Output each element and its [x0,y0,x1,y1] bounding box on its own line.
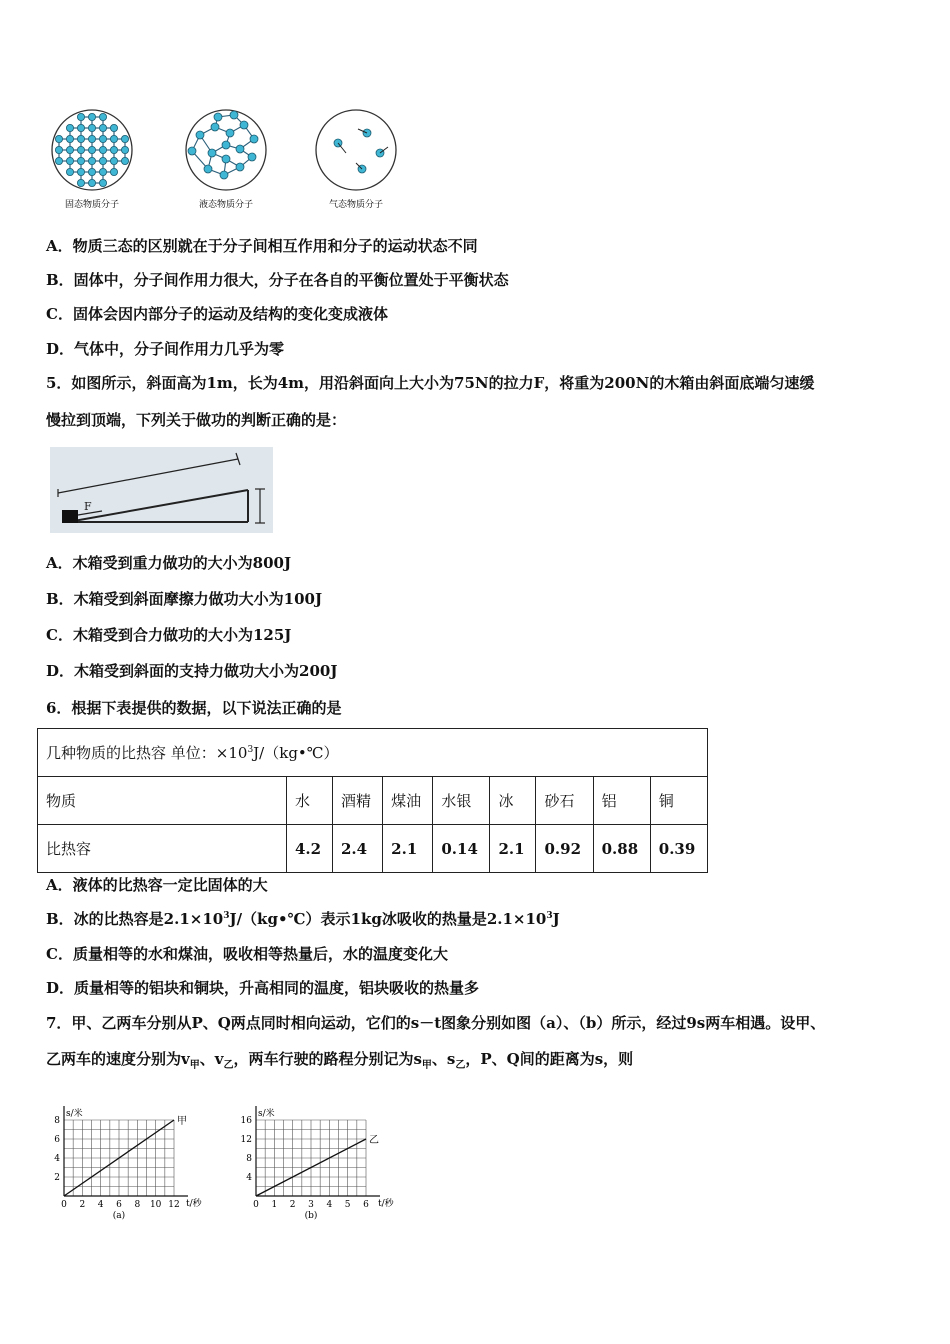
solid-molecule [88,135,95,142]
q6-option-b: B．冰的比热容是$2.1\times 10^3J/(kg•℃)$表示1kg冰吸收的热量是$2.1\times 10^3J$ [46,910,560,928]
table-cell: 铜 [650,777,707,825]
solid-molecule [55,146,62,153]
x-tick-label: 0 [253,1200,259,1210]
table-cell: 水银 [433,777,490,825]
solid-state-diagram [52,110,132,190]
chart-grid [256,1120,366,1196]
x-tick-label: 12 [168,1200,180,1210]
row-label-substance: 物质 [38,777,287,825]
table-cell: 0.92 [536,825,593,873]
table-cell: 2.4 [333,825,383,873]
solid-molecule [66,157,73,164]
solid-molecule [121,157,128,164]
q6-option-a: A．液体的比热容一定比固体的大 [46,876,268,894]
x-tick-label: 6 [116,1200,122,1210]
y-axis-label: s/米 [66,1109,83,1119]
solid-molecule [99,157,106,164]
series-label: 乙 [369,1135,379,1146]
solid-molecule [77,113,84,120]
solid-molecule [110,124,117,131]
solid-molecule [77,179,84,186]
solid-molecule [66,135,73,142]
liquid-caption: 液态物质分子 [198,200,254,210]
x-tick-label: 1 [271,1200,278,1210]
y-tick-label: 4 [54,1154,60,1164]
q5-option-a: A．木箱受到重力做功的大小为800J [46,554,292,572]
solid-molecule [110,168,117,175]
x-tick-label: 8 [134,1200,141,1210]
incline-figure [50,447,273,533]
liquid-state-diagram [186,110,266,190]
solid-molecule [77,168,84,175]
table-cell: 砂石 [536,777,593,825]
x-tick-label: 4 [326,1200,333,1210]
y-tick-label: 16 [240,1116,252,1126]
x-tick-label: 6 [363,1200,369,1210]
q5-option-c: C．木箱受到合力做功的大小为125J [46,626,292,644]
solid-molecule [99,135,106,142]
y-tick-label: 6 [54,1135,60,1145]
solid-molecule [66,146,73,153]
solid-molecule [121,146,128,153]
q6-stem: 6．根据下表提供的数据，以下说法正确的是 [46,699,342,717]
x-axis-label: t/秒 [378,1199,394,1209]
table-cell: 酒精 [333,777,383,825]
solid-molecule [99,179,106,186]
table-cell: 冰 [490,777,536,825]
table-cell: 2.1 [383,825,433,873]
table-cell: 水 [287,777,333,825]
solid-molecule [88,124,95,131]
x-tick-label: 2 [79,1200,86,1210]
specific-heat-table [37,728,708,873]
table-cell: 2.1 [490,825,536,873]
x-tick-label: 4 [97,1200,104,1210]
solid-molecule [77,146,84,153]
table-cell: 0.39 [650,825,707,873]
chart-caption: (a) [112,1211,126,1221]
table-cell: 0.88 [593,825,650,873]
q7-stem-line2: 乙两车的速度分别为$v_甲$、$v_乙$，两车行驶的路程分别记为$s_甲$、$s_乙$，P、Q间的距离为s，则 [46,1050,634,1071]
solid-molecule [99,113,106,120]
x-tick-label: 3 [308,1200,314,1210]
solid-molecule [99,168,106,175]
solid-caption: 固态物质分子 [64,200,120,210]
table-title-row [38,729,708,777]
y-tick-label: 4 [246,1173,252,1183]
q7-stem-line1: 7．甲、乙两车分别从P、Q两点同时相向运动，它们的s－t图象分别如图（a）、（b）所示，经过9s两车相遇。设甲、 [46,1014,826,1032]
x-tick-label: 10 [149,1200,162,1210]
table-cell: 煤油 [383,777,433,825]
solid-molecule [110,157,117,164]
y-tick-label: 12 [240,1135,252,1145]
y-axis-label: s/米 [258,1109,275,1119]
solid-molecule [66,168,73,175]
q5-option-b: B．木箱受到斜面摩擦力做功大小为100J [46,590,323,608]
gas-caption: 气态物质分子 [328,200,384,210]
st-chart-b [232,1092,412,1222]
solid-molecule [77,124,84,131]
solid-molecule [55,157,62,164]
x-tick-label: 0 [61,1200,67,1210]
solid-molecule [77,135,84,142]
solid-molecule [110,146,117,153]
q5-stem-line2: 慢拉到顶端，下列关于做功的判断正确的是： [46,411,347,429]
solid-molecule [88,179,95,186]
gas-state-diagram [316,110,396,190]
q4-option-c: C．固体会因内部分子的运动及结构的变化变成液体 [46,305,388,323]
series-label: 甲 [177,1116,187,1127]
table-row [38,777,708,825]
solid-molecule [99,124,106,131]
row-label-specific-heat: 比热容 [38,825,287,873]
q5-option-d: D．木箱受到斜面的支持力做功大小为200J [46,662,338,680]
chart-caption: (b) [304,1211,318,1221]
y-tick-label: 8 [246,1154,252,1164]
q4-option-b: B．固体中，分子间作用力很大，分子在各自的平衡位置处于平衡状态 [46,271,509,289]
y-tick-label: 2 [54,1173,60,1183]
table-cell: 铝 [593,777,650,825]
x-axis-label: t/秒 [186,1199,202,1209]
solid-molecule [88,146,95,153]
table-title: 几种物质的比热容 单位：$\times 10^3J/(kg•℃)$ [38,729,708,777]
x-tick-label: 2 [289,1200,296,1210]
x-tick-label: 5 [344,1200,351,1210]
force-label: F [84,500,92,513]
q5-stem-line1: 5．如图所示，斜面高为1m，长为4m，用沿斜面向上大小为75N的拉力F，将重为200N的木箱由斜面底端匀速缓 [46,374,815,392]
solid-molecule [121,135,128,142]
q6-option-c: C．质量相等的水和煤油，吸收相等热量后，水的温度变化大 [46,945,448,963]
st-chart-a [40,1092,220,1222]
solid-molecule [88,168,95,175]
table-cell: 4.2 [287,825,333,873]
y-tick-label: 8 [54,1116,60,1126]
q4-option-a: A．物质三态的区别就在于分子间相互作用和分子的运动状态不同 [46,237,478,255]
table-cell: 0.14 [433,825,490,873]
solid-molecule [66,124,73,131]
solid-molecule [110,135,117,142]
solid-molecule [88,113,95,120]
q4-option-d: D．气体中，分子间作用力几乎为零 [46,340,285,358]
molecule-states-figure [40,105,410,220]
q6-option-d: D．质量相等的铝块和铜块，升高相同的温度，铝块吸收的热量多 [46,979,480,997]
solid-molecule [99,146,106,153]
solid-molecule [77,157,84,164]
table-row [38,825,708,873]
solid-molecule [88,157,95,164]
solid-molecule [55,135,62,142]
